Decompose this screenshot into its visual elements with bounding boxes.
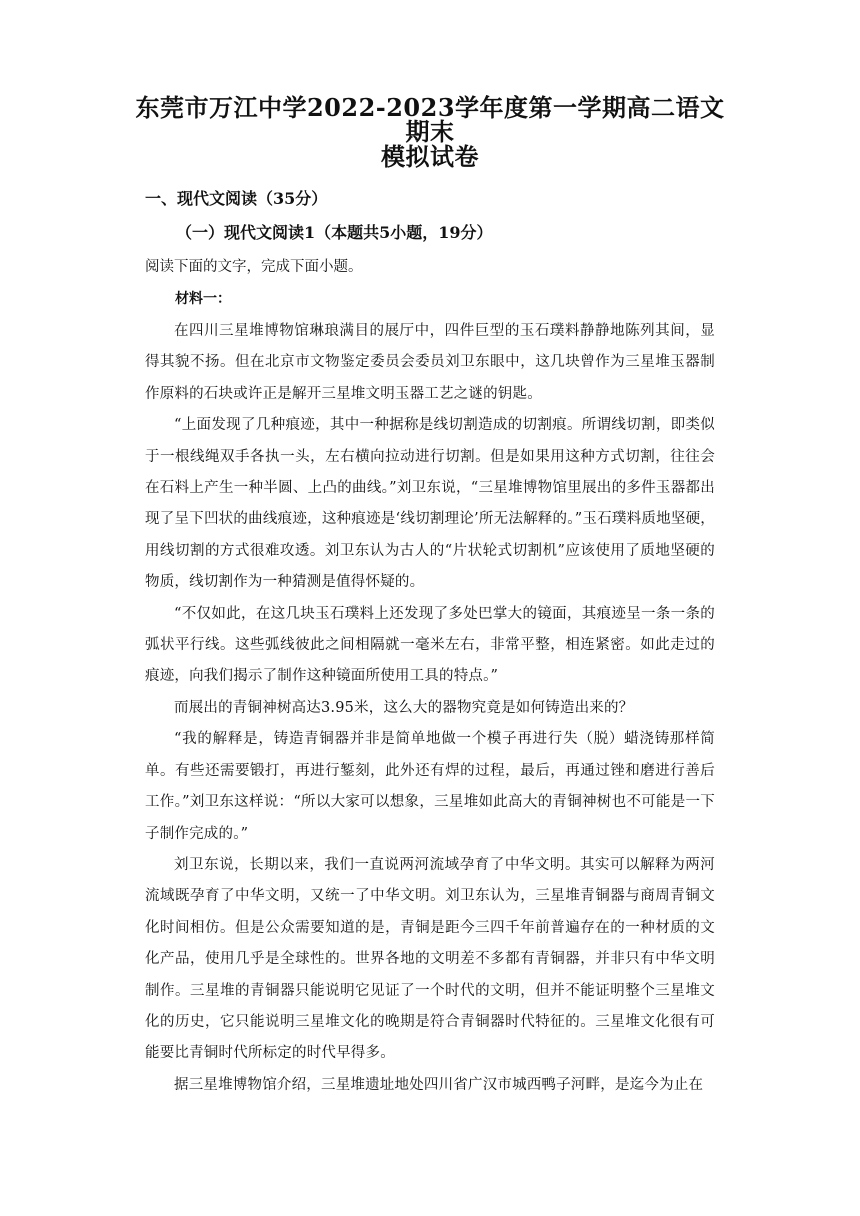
- reading-instruction: 阅读下面的文字，完成下面小题。: [145, 259, 363, 275]
- passage-paragraph-6: 刘卫东说，长期以来，我们一直说两河流域孕育了中华文明。其实可以解释为两河流域既孕育了中华文明，又统一了中华文明。刘卫东认为，三星堆青铜器与商周青铜文化时间相仿。但是公众需要知道的是，青铜是距今三四千年前普遍存在的一种材质的文化产品，使用几乎是全球性的。世界各地的文明差不多都有青铜器，并非只有中华文明制作。三星堆的青铜器只能说明它见证了一个时代的文明，但并不能证明整个三星堆文化的历史，它只能说明三星堆文化的晚期是符合青铜器时代特征的。三星堆文化很有可能要比青铜时代所标定的时代早得多。: [145, 856, 715, 1062]
- material-label: 材料一：: [175, 291, 231, 307]
- passage-paragraph-1: 在四川三星堆博物馆琳琅满目的展厅中，四件巨型的玉石璞料静静地陈列其间，显得其貌不扬。但在北京市文物鉴定委员会委员刘卫东眼中，这几块曾作为三星堆玉器制作原料的石块或许正是解开三星堆文明玉器工艺之谜的钥匙。: [145, 323, 715, 402]
- passage-paragraph-3: “不仅如此，在这几块玉石璞料上还发现了多处巴掌大的镜面，其痕迹呈一条一条的弧状平行线。这些弧线彼此之间相隔就一毫米左右，非常平整，相连紧密。如此走过的痕迹，向我们揭示了制作这种镜面所使用工具的特点。”: [145, 605, 715, 685]
- passage-paragraph-2: “上面发现了几种痕迹，其中一种据称是线切割造成的切割痕。所谓线切割，即类似于一根线绳双手各执一头，左右横向拉动进行切割。但是如果用这种方式切割，往往会在石料上产生一种半圆、上凸的曲线。”刘卫东说，“三星堆博物馆里展出的多件玉器都出现了呈下凹状的曲线痕迹，这种痕迹是‘线切割理论’所无法解释的。”玉石璞料质地坚硬，用线切割的方式很难攻透。刘卫东认为古人的“片状轮式切割机”应该使用了质地坚硬的物质，线切割作为一种猜测是值得怀疑的。: [145, 417, 715, 591]
- exam-title-line-1: 东莞市万江中学2022-2023学年度第一学期高二语文期末: [135, 93, 725, 146]
- subsection-heading: （一）现代文阅读1（本题共5小题，19分）: [176, 223, 493, 242]
- passage-paragraph-5: “我的解释是，铸造青铜器并非是简单地做一个模子再进行失（脱）蜡浇铸那样简单。有些还需要锻打，再进行錾刻，此外还有焊的过程，最后，再通过锉和磨进行善后工作。”刘卫东这样说：“所以大家可以想象，三星堆如此高大的青铜神树也不可能是一下子制作完成的。”: [145, 731, 715, 842]
- passage-paragraph-4: 而展出的青铜神树高达3.95米，这么大的器物究竟是如何铸造出来的？: [174, 699, 634, 716]
- reading-passage: [145, 316, 715, 1101]
- section-heading: 一、现代文阅读（35分）: [145, 189, 328, 208]
- exam-title-line-2: 模拟试卷: [381, 142, 479, 171]
- passage-paragraph-7: 据三星堆博物馆介绍，三星堆遗址地处四川省广汉市城西鸭子河畔，是迄今为止在: [174, 1076, 704, 1093]
